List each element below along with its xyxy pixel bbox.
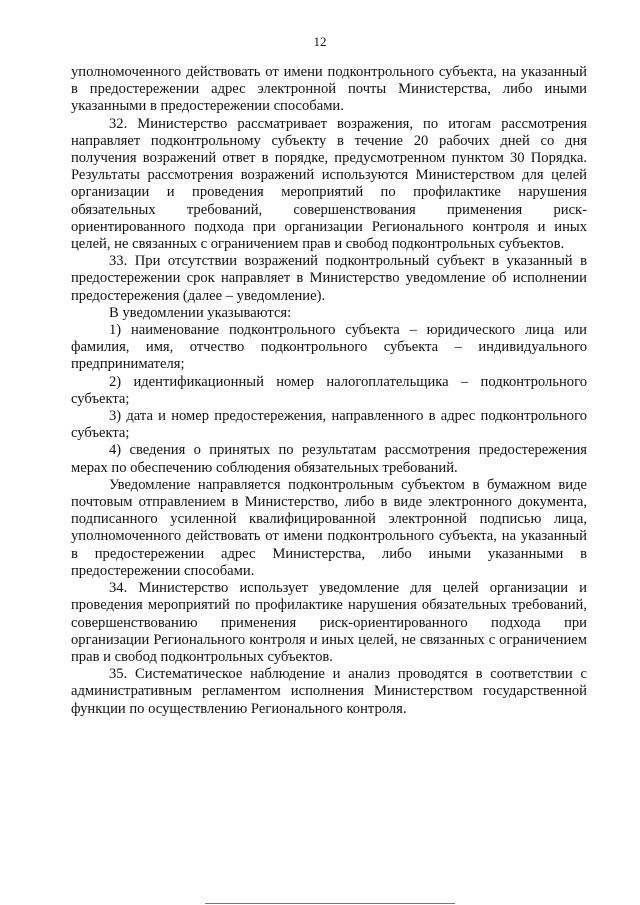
list-item-1: 1) наименование подконтрольного субъекта – юридического лица или фамилия, имя, отчество подконтрольного субъекта – индивидуального предпринимателя; (71, 322, 587, 373)
paragraph-32: 32. Министерство рассматривает возражения, по итогам рассмотрения направляет подконтрольному субъекту в течение 20 рабочих дней со дня получения возражений ответ в порядке, предусмотренном пунктом 30 Порядка. Результаты рассмотрения возражений используются Министерством для целей организации и проведения мероприятий по профилактике нарушения обязательных требований, совершенствования применения риск-ориентированного подхода при организации Регионального контроля и иных целей, не связанных с ограничением прав и свобод подконтрольных субъектов. (71, 115, 587, 253)
paragraph-33: 33. При отсутствии возражений подконтрольный субъект в указанный в предостережении срок направляет в Министерство уведомление об исполнении предостережения (далее – уведомление). (71, 253, 587, 304)
paragraph-notice-intro: В уведомлении указываются: (109, 304, 292, 321)
paragraph-notice-delivery: Уведомление направляется подконтрольным субъектом в бумажном виде почтовым отправлением в Министерство, либо в виде электронного документа, подписанного усиленной квалифицированной электронной подписью лица, уполномоченного действовать от имени подконтрольного субъекта, на указанный в предостережении адрес Министерства, либо иными указанными в предостережении способами. (71, 476, 587, 579)
list-item-3: 3) дата и номер предостережения, направленного в адрес подконтрольного субъекта; (71, 408, 587, 442)
page-bottom-divider (205, 903, 455, 904)
list-item-2: 2) идентификационный номер налогоплательщика – подконтрольного субъекта; (71, 373, 587, 407)
document-body (71, 64, 587, 718)
page-number: 12 (313, 34, 327, 49)
paragraph-35: 35. Систематическое наблюдение и анализ проводятся в соответствии с административным регламентом исполнения Министерством государственной функции по осуществлению Регионального контроля. (71, 666, 587, 717)
list-item-4: 4) сведения о принятых по результатам рассмотрения предостережения мерах по обеспечению соблюдения обязательных требований. (71, 442, 587, 476)
paragraph-34: 34. Министерство использует уведомление для целей организации и проведения мероприятий по профилактике нарушения обязательных требований, совершенствованию применения риск-ориентированного подхода при организации Регионального контроля и иных целей, не связанных с ограничением прав и свобод подконтрольных субъектов. (71, 580, 587, 665)
paragraph-continuation: уполномоченного действовать от имени подконтрольного субъекта, на указанный в предостережении адрес электронной почты Министерства, либо иными указанными в предостережении способами. (71, 64, 587, 115)
